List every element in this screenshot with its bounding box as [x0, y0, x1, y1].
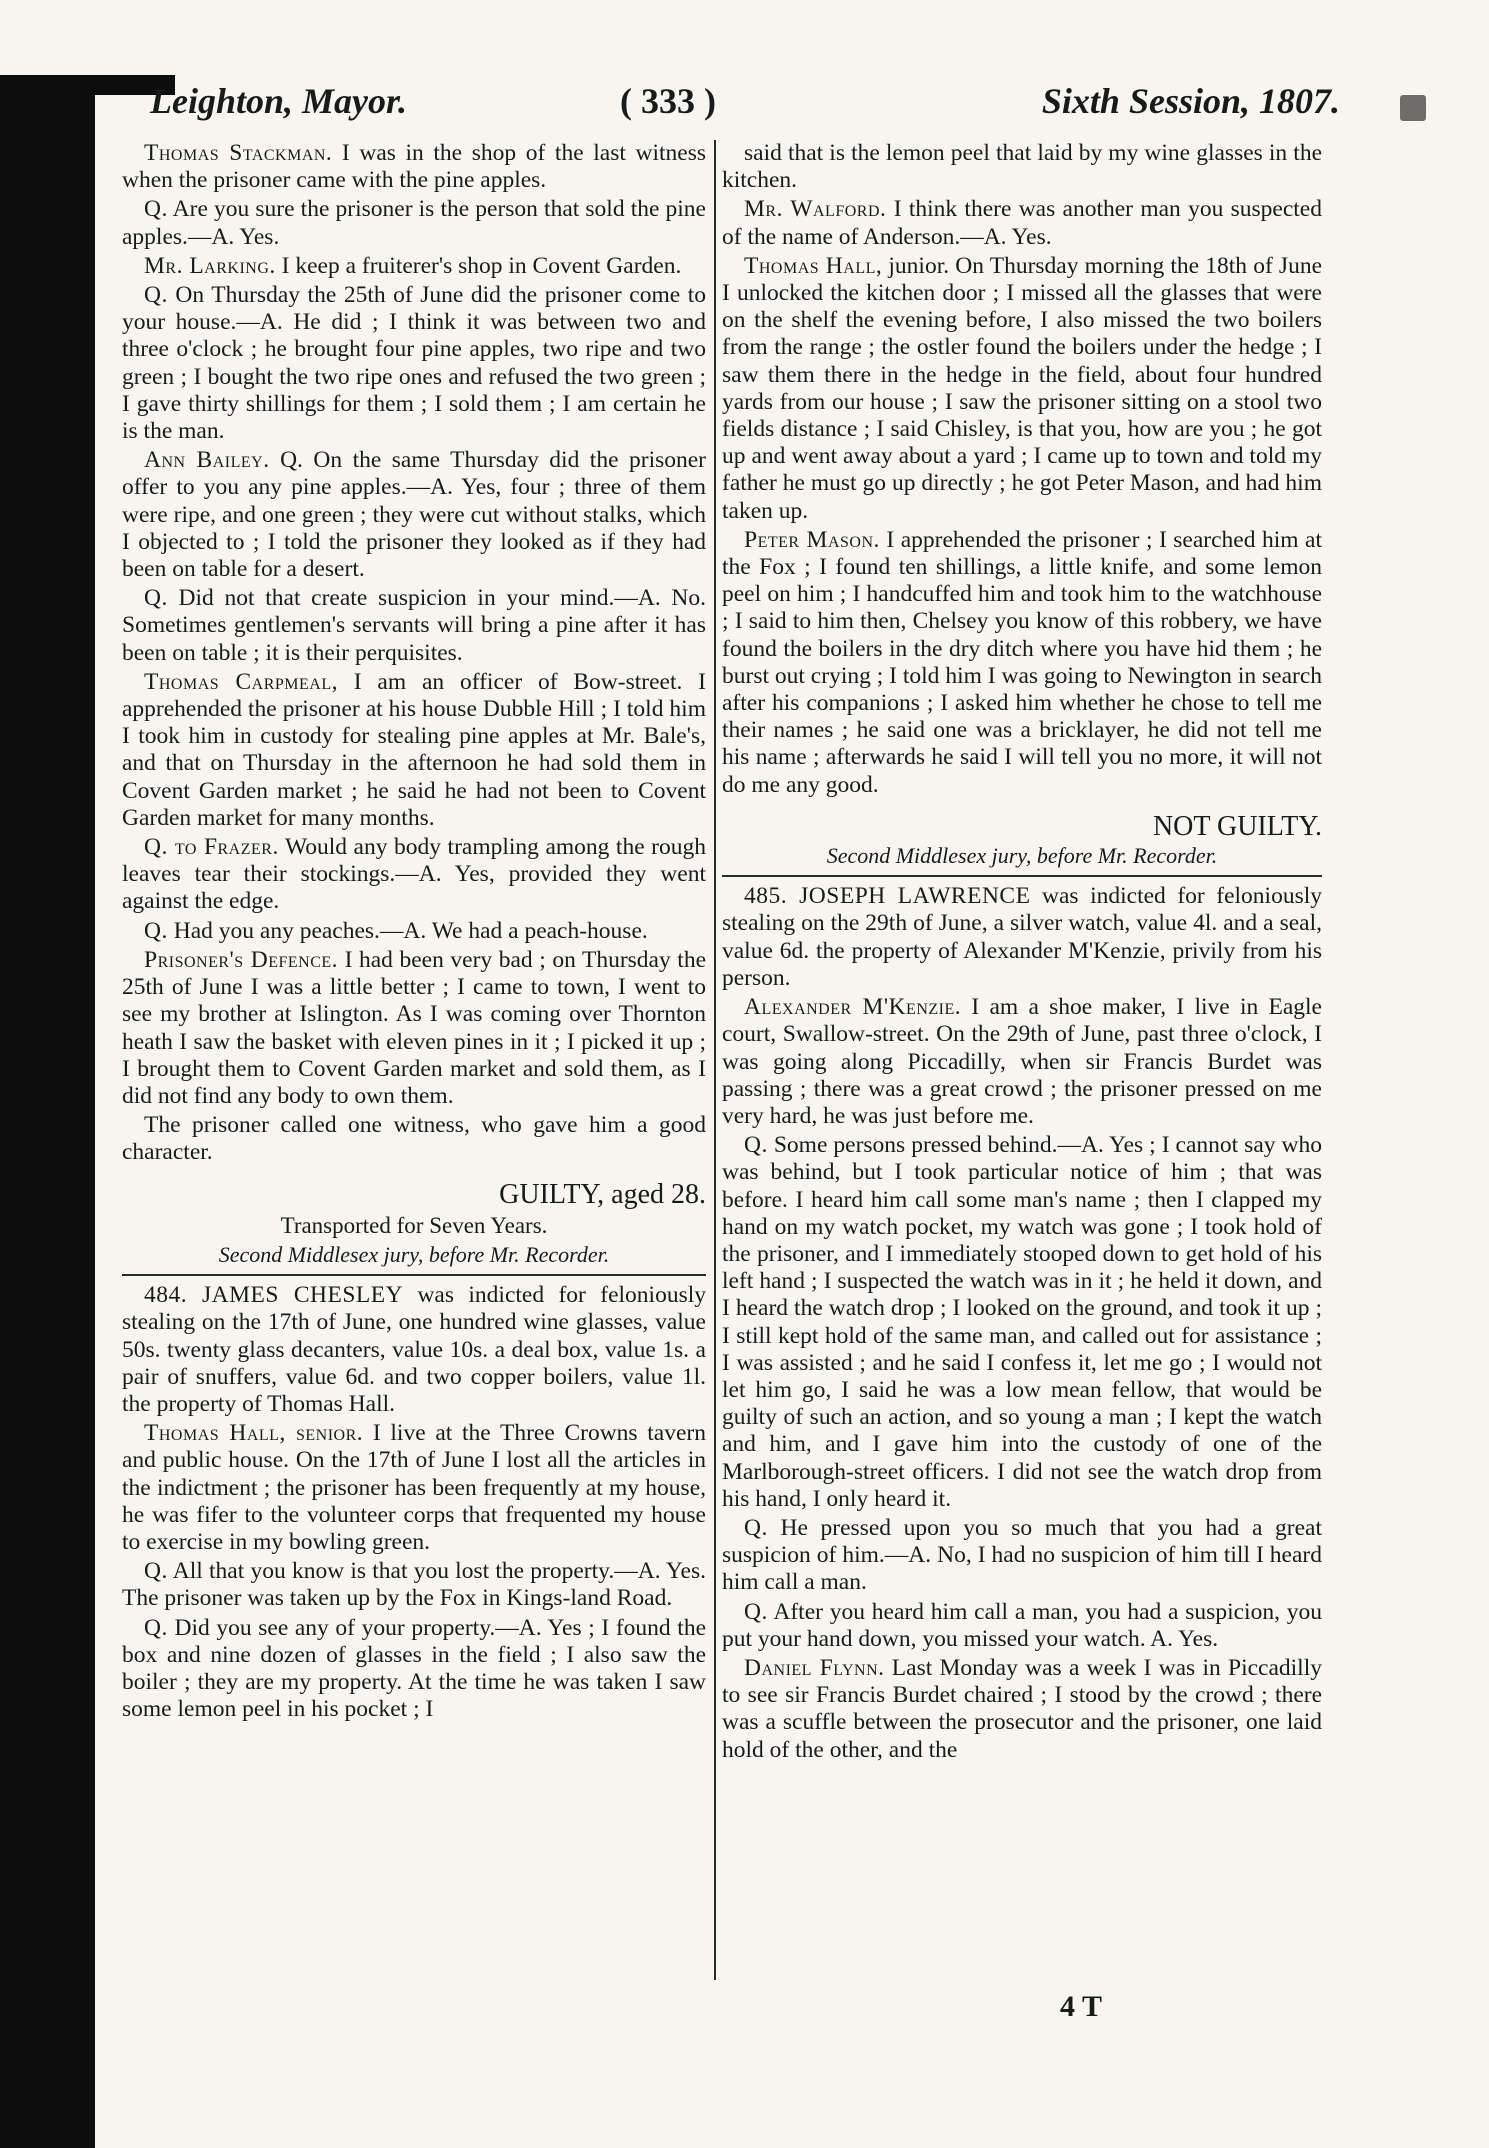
paragraph: [722, 196, 1322, 250]
header-mayor: Leighton, Mayor.: [150, 81, 408, 121]
ink-mark: [1400, 95, 1426, 121]
paragraph: [122, 253, 706, 280]
speaker-label: Q.: [144, 196, 168, 223]
paragraph-text: On Thursday the 25th of June did the prisoner come to your house.—A. He did ; I think it was between two and three o'clock ; he brought four pine apples, two ripe and two green ; I bought the two ripe ones and refused the two green ; I gave thirty shillings for them ; I sold them ; I am certain he is the man.: [122, 282, 706, 445]
paragraph-text: I had been very bad ; on Thursday the 25th of June I was a little better ; I came to town, I went to see my brother at Islington. As I was coming over Thornton heath I saw the basket with eleven pines in it ; I picked it up ; I brought them to Covent Garden market and sold them, as I did not find any body to own them.: [122, 946, 706, 1109]
paragraph: [722, 1599, 1322, 1653]
paragraph: [122, 447, 706, 583]
paragraph: [722, 994, 1322, 1130]
signature-mark: 4 T: [1060, 1990, 1102, 2023]
speaker-label: Q.: [144, 1558, 168, 1585]
paragraph-text: Last Monday was a week I was in Piccadilly to see sir Francis Burdet chaired ; I stood by the crowd ; there was a scuffle between the prosecutor and the prisoner, one laid hold of the other, and the: [722, 1654, 1322, 1763]
paragraph-text: was indicted for feloniously stealing on the 17th of June, one hundred wine glasses, value 50s. twenty glass decanters, value 10s. a deal box, value 1s. a pair of snuffers, value 6d. and two copper boilers, value 1l. the property of Thomas Hall.: [122, 1282, 706, 1417]
speaker-label: Thomas Carpmeal,: [144, 668, 338, 695]
speaker-label: Q.: [744, 1598, 768, 1625]
paragraph: [122, 918, 706, 945]
right-column-paragraphs: [722, 140, 1322, 799]
paragraph-text: I am an officer of Bow-street. I apprehended the prisoner at his house Dubble Hill ; I told him I took him in custody for stealing pine apples at Mr. Bale's, and that on Thursday in the afternoon he had sold them in Covent Garden market ; he said he had not been to Covent Garden market for many months.: [122, 668, 706, 831]
paragraph-text: All that you know is that you lost the property.—A. Yes. The prisoner was taken up by the Fox in Kings-land Road.: [122, 1558, 706, 1612]
binding-top: [0, 75, 175, 95]
right-verdict: NOT GUILTY.: [1152, 810, 1322, 842]
paragraph-text: I was in the shop of the last witness when the prisoner came with the pine apples.: [122, 140, 706, 194]
speaker-label: Alexander M'Kenzie.: [744, 994, 962, 1021]
header-session: Sixth Session, 1807.: [1041, 81, 1340, 121]
paragraph: [722, 1132, 1322, 1513]
paragraph: [722, 883, 1322, 992]
speaker-label: Q.: [144, 585, 168, 612]
speaker-label: Q.: [744, 1514, 768, 1541]
paragraph-text: Had you any peaches.—A. We had a peach-house.: [167, 917, 648, 944]
speaker-label: Thomas Stackman.: [144, 140, 333, 166]
speaker-label: Q. to Frazer.: [144, 834, 279, 861]
paragraph-text: I keep a fruiterer's shop in Covent Garden.: [275, 252, 682, 279]
speaker-label: Q.: [144, 917, 168, 944]
speaker-label: Q.: [744, 1132, 768, 1159]
left-jury: Second Middlesex jury, before Mr. Recorder.: [218, 1241, 610, 1267]
paragraph-text: said that is the lemon peel that laid by my wine glasses in the kitchen.: [722, 140, 1322, 194]
paragraph: [722, 140, 1322, 194]
section-divider: [122, 1274, 706, 1276]
right-column-paragraphs-2: [722, 883, 1322, 1764]
speaker-label: 484. JAMES CHESLEY: [144, 1282, 404, 1309]
paragraph: [122, 834, 706, 916]
paragraph: [122, 282, 706, 445]
paragraph: [722, 253, 1322, 525]
binding-bar: [0, 75, 95, 2148]
paragraph: [122, 1112, 706, 1166]
speaker-label: Thomas Hall,: [744, 252, 883, 279]
page-header: [150, 80, 1340, 140]
left-column: [122, 140, 706, 1725]
paragraph: [122, 669, 706, 832]
paragraph-text: Did you see any of your property.—A. Yes ; I found the box and nine dozen of glasses in the field ; I also saw the boiler ; they are my property. At the time he was taken I saw some lemon peel in his pocket ; I: [122, 1614, 706, 1723]
paragraph-text: junior. On Thursday morning the 18th of June I unlocked the kitchen door ; I missed all the glasses that were on the shelf the evening before, I also missed the two boilers from the range ; the ostler found the boilers under the hedge ; I saw them there in the hedge in the field, about four hundred yards from our house ; I saw the prisoner sitting on a stool two fields distance ; I said Chisley, is that you, how are you ; he got up and went away about a yard ; I came up to town and told my father he must go up directly ; he got Peter Mason, and had him taken up.: [722, 252, 1322, 524]
speaker-label: Prisoner's Defence.: [144, 946, 339, 973]
paragraph: [122, 1615, 706, 1724]
paragraph: [122, 196, 706, 250]
right-column: [722, 140, 1322, 1766]
paragraph: [122, 947, 706, 1110]
paragraph: [722, 1515, 1322, 1597]
speaker-label: Peter Mason.: [744, 526, 880, 553]
paragraph-text: Some persons pressed behind.—A. Yes ; I cannot say who was behind, but I took particular notice of him ; that was before. I heard him call some man's name ; then I clapped my hand on my watch pocket, my watch was gone ; I took hold of the prisoner, and I immediately stooped down to get hold of his left hand ; I suspected the watch was in it ; he held it down, and I heard the watch drop ; I looked on the ground, and took it up ; I still kept hold of the same man, and called out for assistance ; I was assisted ; and he said I confess it, let me go ; I would not let him go, I said he was a low mean fellow, that would be guilty of such an action, and so young a man ; I kept the watch and him, and I gave him into the custody of one of the Marlborough-street officers. I did not see the watch drop from his hand, I only heard it.: [722, 1132, 1322, 1512]
paragraph-text: I live at the Three Crowns tavern and public house. On the 17th of June I lost all the articles in the indictment ; the prisoner has been frequently at my house, he was fifer to the volunteer corps that frequented my house to exercise in my bowling green.: [122, 1420, 706, 1555]
left-sentence: Transported for Seven Years.: [280, 1212, 548, 1238]
speaker-label: Q.: [144, 1614, 168, 1641]
paragraph-text: After you heard him call a man, you had a suspicion, you put your hand down, you missed your watch. A. Yes.: [722, 1598, 1322, 1652]
paragraph-text: Would any body trampling among the rough leaves tear their stockings.—A. Yes, provided they went against the edge.: [122, 834, 707, 915]
paragraph: [122, 140, 706, 194]
paragraph-text: The prisoner called one witness, who gave him a good character.: [122, 1112, 706, 1166]
paragraph-text: I am a shoe maker, I live in Eagle court, Swallow-street. On the 29th of June, past three o'clock, I was going along Piccadilly, when sir Francis Burdet was passing ; there was a great crowd ; the prisoner pressed on me very hard, he was just before me.: [722, 994, 1322, 1129]
speaker-label: Q.: [144, 282, 168, 309]
paragraph-text: Are you sure the prisoner is the person that sold the pine apples.—A. Yes.: [122, 196, 706, 250]
right-jury: Second Middlesex jury, before Mr. Recorder.: [826, 843, 1218, 869]
paragraph-text: I think there was another man you suspected of the name of Anderson.—A. Yes.: [722, 196, 1322, 250]
paragraph-text: He pressed upon you so much that you had a great suspicion of him.—A. No, I had no suspicion of him till I heard him call a man.: [722, 1514, 1322, 1596]
paragraph-text: was indicted for feloniously stealing on the 29th of June, a silver watch, value 4l. and a seal, value 6d. the property of Alexander M'Kenzie, privily from his person.: [722, 883, 1323, 991]
paragraph: [722, 1655, 1322, 1764]
left-column-paragraphs: [122, 140, 706, 1167]
paragraph: [722, 527, 1322, 799]
column-rule: [714, 140, 716, 1980]
left-verdict: GUILTY, aged 28.: [499, 1178, 706, 1210]
header-page-number: ( 333 ): [620, 81, 716, 121]
speaker-label: Daniel Flynn.: [744, 1654, 885, 1681]
paragraph: [122, 1282, 706, 1418]
paragraph: [122, 1558, 706, 1612]
speaker-label: Ann Bailey.: [144, 447, 270, 474]
paragraph-text: I apprehended the prisoner ; I searched him at the Fox ; I found ten shillings, a little knife, and some lemon peel on him ; I handcuffed him and took him to the watchhouse ; I said to him then, Chelsey you know of this robbery, we have found the boilers in the dry ditch where you have hid them ; he burst out crying ; I told him I was going to Newington in search after his companions ; I asked him whether he chose to tell me their names ; he said one was a bricklayer, he did not tell me his name ; afterwards he said I will tell you no more, it will not do me any good.: [722, 526, 1322, 798]
paragraph-text: Did not that create suspicion in your mind.—A. No. Sometimes gentlemen's servants will bring a pine after it has been on table ; it is their perquisites.: [122, 585, 706, 666]
paragraph-text: Q. On the same Thursday did the prisoner offer to you any pine apples.—A. Yes, four ; three of them were ripe, and one green ; they were cut without stalks, which I objected to ; I told the prisoner they looked as if they had been on table for a desert.: [122, 447, 706, 583]
section-divider-right: [722, 875, 1322, 877]
speaker-label: Mr. Walford.: [744, 196, 887, 223]
speaker-label: 485. JOSEPH LAWRENCE: [744, 883, 1031, 910]
paragraph: [122, 1420, 706, 1556]
speaker-label: Thomas Hall, senior.: [144, 1420, 364, 1447]
paragraph: [122, 585, 706, 667]
left-column-paragraphs-2: [122, 1282, 706, 1723]
speaker-label: Mr. Larking.: [144, 252, 276, 279]
